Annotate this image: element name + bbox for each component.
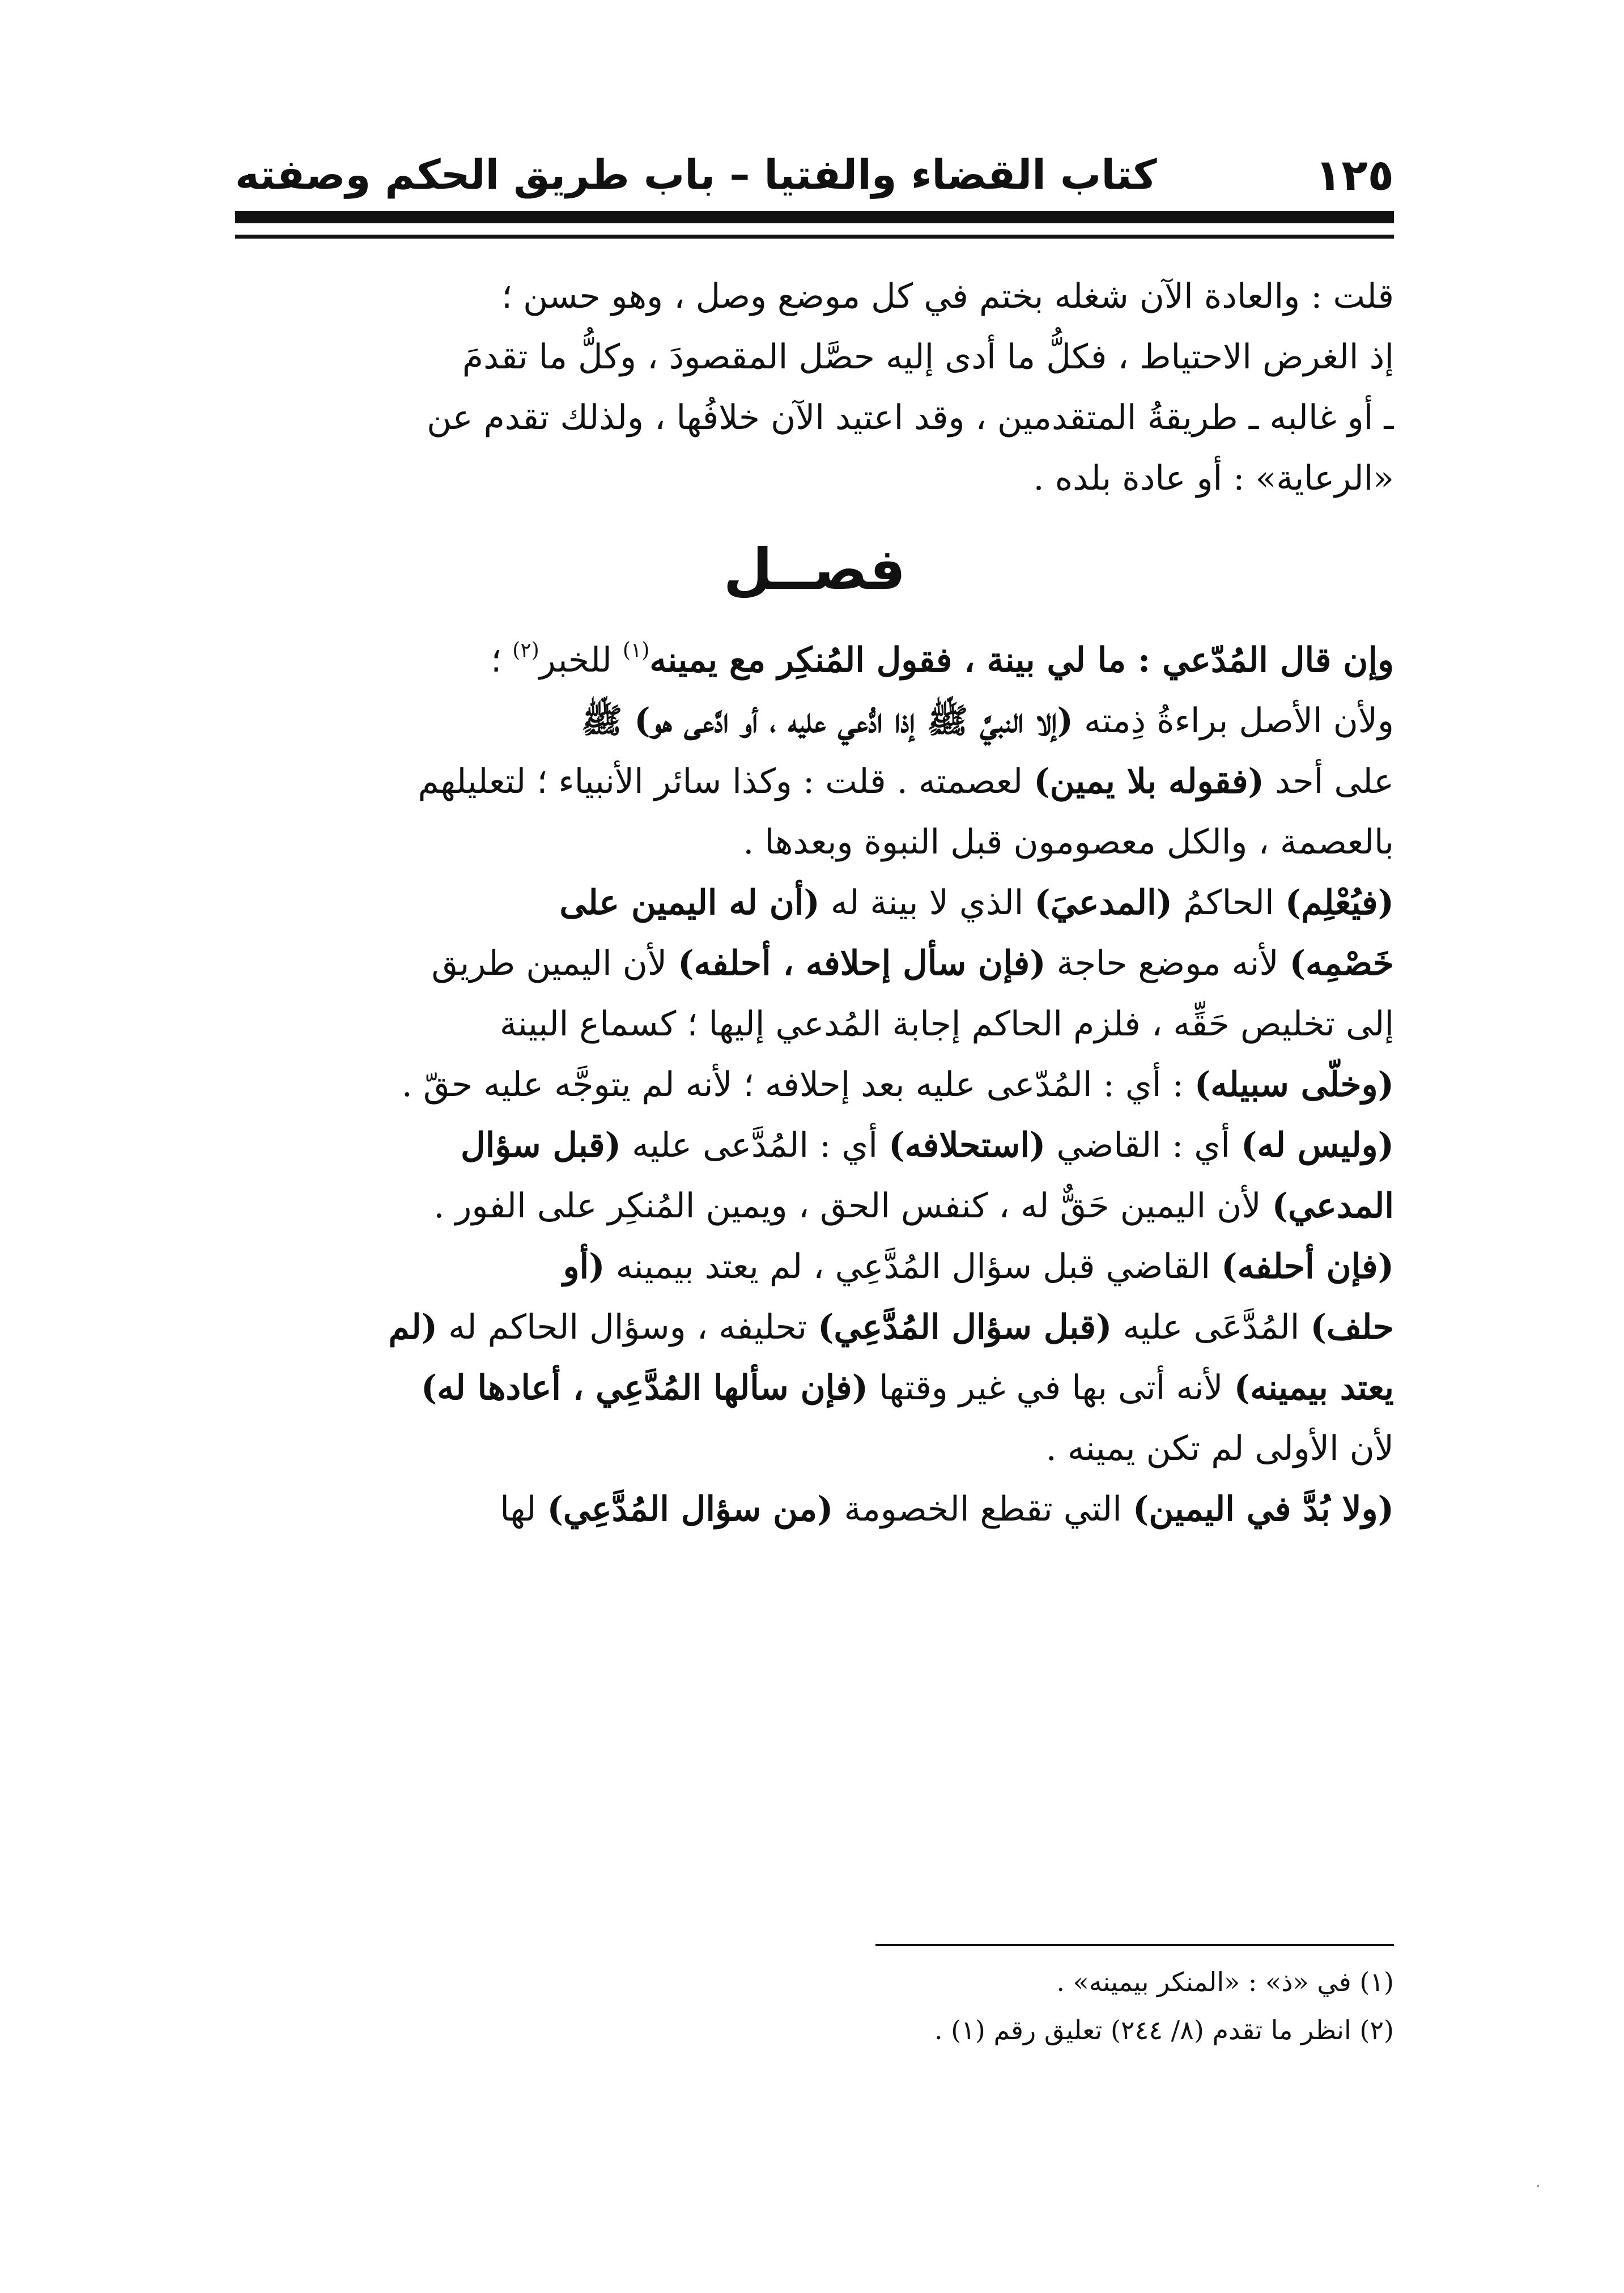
p5-l2-bold-a: حلف) — [1310, 1307, 1394, 1347]
p5-l2-text-b: المُدَّعَى عليه — [1112, 1307, 1311, 1347]
p5-l2-bold-c: (قبل سؤال المُدَّعِي) — [818, 1307, 1112, 1347]
footnote-2: (٢) انظر ما تقدم (٨/ ٢٤٤) تعليق رقم (١) . — [934, 2015, 1394, 2045]
p4-l2-text-b: لأن اليمين حَقٌّ له ، كنفس الحق ، ويمين المُنكِر على الفور . — [433, 1186, 1272, 1226]
p3-l2-text-d: لأن اليمين طريق — [431, 944, 678, 983]
footnotes — [235, 1958, 1394, 2054]
p3-l1-bold-e: (أن له اليمين على — [559, 883, 820, 923]
p2-bold-a: وإن قال المُدّعي : ما لي بينة ، فقول المُنكِر مع يمينه — [649, 640, 1394, 680]
footnote-1: (١) في «ذ» : «المنكر بيمينه» . — [1056, 1967, 1394, 1997]
p3-line-2 — [235, 933, 1394, 994]
p3-l1-bold-c: (المدعيَ) — [1034, 883, 1173, 923]
p5-l3-bold-a: يعتد بيمينه) — [1234, 1368, 1394, 1408]
p5-line-1 — [235, 1237, 1394, 1297]
p5-l1-bold-a: (فإن أحلفه) — [1221, 1247, 1394, 1286]
p6-l1-bold-a: (ولا بُدَّ في اليمين) — [1132, 1489, 1394, 1529]
paragraph-4 — [235, 1115, 1394, 1237]
p1-line-1: قلت : والعادة الآن شغله بختم في كل موضع وصل ، وهو حسن ؛ — [501, 277, 1394, 316]
p3-line-4 — [235, 1055, 1394, 1115]
p3-line-3: إلى تخليص حَقِّه ، فلزم الحاكم إجابة المُدعي إليها ؛ كسماع البينة — [499, 1004, 1394, 1044]
section-title: فصــل — [723, 536, 906, 602]
scan-speck — [1537, 2185, 1539, 2187]
p3-l2-bold-c: (فإن سأل إحلافه ، أحلفه) — [678, 944, 1046, 983]
p3-l4-text-b: : أي : المُدّعى عليه بعد إحلافه ؛ لأنه لم يتوجَّه عليه حقّ . — [401, 1065, 1194, 1105]
main-text — [235, 266, 1394, 1540]
p5-l1-bold-c: (أو — [563, 1247, 605, 1286]
p2-line3-text-c: لعصمته . قلت : وكذا سائر الأنبياء ؛ لتعليلهم — [418, 762, 1034, 801]
p5-l3-text-b: لأنه أتى بها في غير وقتها — [868, 1368, 1234, 1408]
p2-line2-text: ولأن الأصل براءةُ ذِمته — [1073, 701, 1394, 741]
p2-line-3 — [235, 751, 1394, 812]
p6-l1-bold-c: (من سؤال المُدَّعِي) — [547, 1489, 834, 1529]
p3-line-1 — [235, 873, 1394, 933]
page-number: ١٢٥ — [1315, 149, 1394, 200]
p2-line-2 — [235, 691, 1394, 751]
paragraph-6 — [235, 1479, 1394, 1540]
p4-l2-bold-a: المدعي) — [1272, 1186, 1394, 1226]
header-rule-thin — [235, 235, 1394, 239]
p4-line-2 — [235, 1176, 1394, 1237]
p5-l3-bold-c: (فإن سألها المُدَّعِي ، أعادها له) — [420, 1368, 868, 1408]
footnote-ref-1: (١) — [622, 639, 650, 662]
p2-text-c: ؛ — [491, 640, 513, 680]
running-head: كتاب القضاء والفتيا – باب طريق الحكم وصفته — [235, 151, 1157, 198]
p1-line-3: ـ أو غالبه ـ طريقةُ المتقدمين ، وقد اعتيد الآن خلافُها ، ولذلك تقدم عن — [427, 398, 1394, 438]
p4-l1-bold-c: (استحلافه) — [888, 1126, 1046, 1165]
footnote-ref-2: (٢) — [512, 639, 539, 662]
p5-line-3 — [235, 1358, 1394, 1419]
p4-l1-bold-e: (قبل سؤال — [460, 1126, 622, 1165]
p4-line-1 — [235, 1115, 1394, 1176]
paragraph-1 — [235, 266, 1394, 509]
paragraph-3 — [235, 873, 1394, 1115]
p3-l2-text-b: لأنه موضع حاجة — [1045, 944, 1290, 983]
p6-line-1 — [235, 1479, 1394, 1540]
p2-text-b: للخبر — [539, 640, 623, 680]
page-header — [235, 146, 1394, 203]
p3-l2-bold-a: خَصْمِه) — [1289, 944, 1394, 983]
p2-line2-bold: (إلا النبيَّ ﷺ إذا ادُّعي عليه ، أو ادَّعى هو) ﷺ — [581, 701, 1073, 741]
p3-l4-bold-a: (وخلّى سبيله) — [1194, 1065, 1394, 1105]
p1-line-2: إذ الغرض الاحتياط ، فكلُّ ما أدى إليه حصَّل المقصودَ ، وكلُّ ما تقدمَ — [462, 337, 1394, 377]
paragraph-5 — [235, 1237, 1394, 1479]
p5-l1-text-b: القاضي قبل سؤال المُدَّعِي ، لم يعتد بيمينه — [605, 1247, 1222, 1286]
p1-line-4: «الرعاية» : أو عادة بلده . — [1033, 458, 1394, 498]
p3-l1-text-b: الحاكمُ — [1172, 883, 1285, 923]
p5-line-4: لأن الأولى لم تكن يمينه . — [1045, 1429, 1394, 1468]
p5-line-2 — [235, 1297, 1394, 1358]
footnote-separator — [875, 1944, 1394, 1946]
header-rule-thick — [235, 211, 1394, 223]
p4-l1-bold-a: (وليس له) — [1241, 1126, 1394, 1165]
p2-line3-bold: (فقوله بلا يمين) — [1034, 762, 1264, 801]
p3-l1-text-d: الذي لا بينة له — [819, 883, 1035, 923]
p2-line-4: بالعصمة ، والكل معصومون قبل النبوة وبعدها . — [743, 822, 1394, 862]
p5-l2-bold-e: (لم — [388, 1307, 438, 1347]
p6-l1-text-d: لها — [500, 1489, 547, 1529]
p4-l1-text-d: أي : المُدَّعى عليه — [621, 1126, 889, 1165]
p5-l2-text-d: تحليفه ، وسؤال الحاكم له — [437, 1307, 818, 1347]
paragraph-2 — [235, 630, 1394, 873]
p2-line3-text-a: على أحد — [1264, 762, 1394, 801]
p3-l1-bold-a: (فيُعْلِم) — [1285, 883, 1394, 923]
p4-l1-text-b: أي : القاضي — [1045, 1126, 1242, 1165]
p6-l1-text-b: التي تقطع الخصومة — [833, 1489, 1133, 1529]
p2-line-1 — [235, 630, 1394, 691]
